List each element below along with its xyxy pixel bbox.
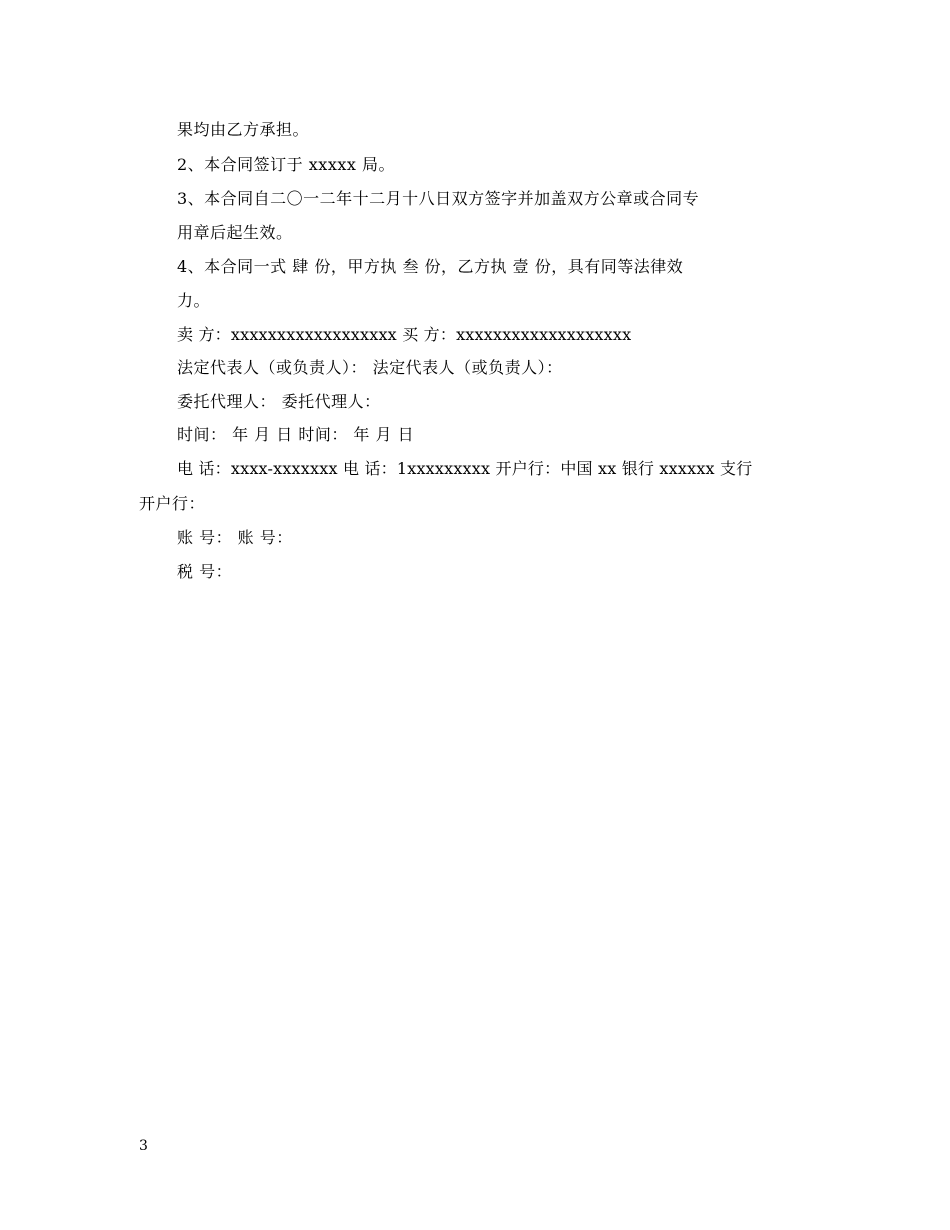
text-line-clause-2: 2、本合同签订于 xxxxx 局。 <box>177 155 395 174</box>
text-line-clause-3: 3、本合同自二〇一二年十二月十八日双方签字并加盖双方公章或合同专 <box>177 189 700 208</box>
text-line-agent: 委托代理人： 委托代理人： <box>177 392 381 411</box>
text-line-clause-end: 果均由乙方承担。 <box>177 120 310 139</box>
text-line-date: 时间： 年 月 日 时间： 年 月 日 <box>177 425 415 444</box>
text-line-legal-rep: 法定代表人（或负责人）： 法定代表人（或负责人）： <box>177 358 563 377</box>
page-number: 3 <box>139 1138 148 1154</box>
text-line-bank-label: 开户行： <box>139 494 206 513</box>
text-line-tax-number: 税 号： <box>177 562 233 581</box>
text-line-seller-buyer: 卖 方：xxxxxxxxxxxxxxxxxx 买 方：xxxxxxxxxxxxxxxxxxx <box>177 325 632 344</box>
text-line-clause-3-cont: 用章后起生效。 <box>177 223 293 242</box>
text-line-clause-4-cont: 力。 <box>177 291 211 310</box>
text-line-phone-bank: 电 话：xxxx-xxxxxxx 电 话：1xxxxxxxxx 开户行：中国 xx 银行 xxxxxx 支行 <box>177 459 753 478</box>
text-line-account: 账 号： 账 号： <box>177 528 293 547</box>
text-line-clause-4: 4、本合同一式 肆 份，甲方执 叁 份，乙方执 壹 份，具有同等法律效 <box>177 257 684 276</box>
